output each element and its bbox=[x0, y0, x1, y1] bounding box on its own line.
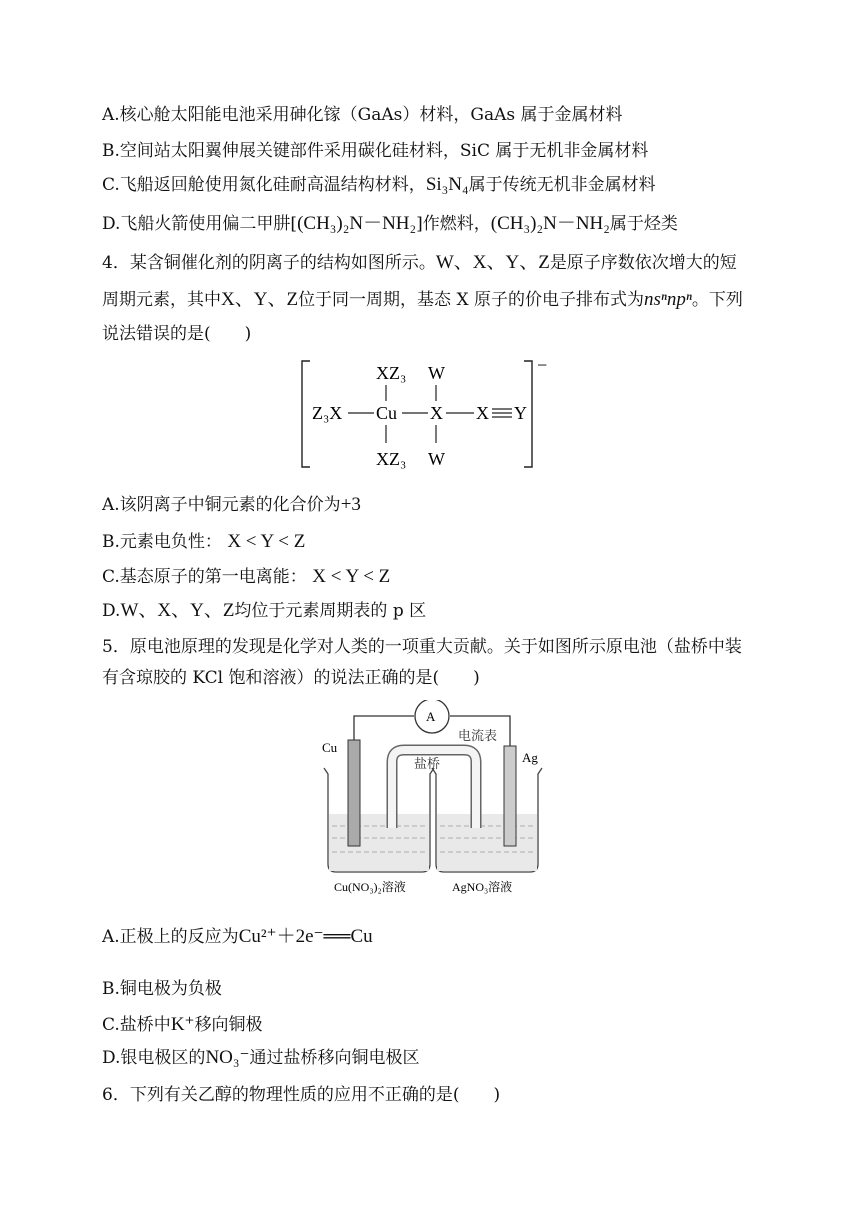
q5-option-d-ion: NO₃⁻ bbox=[205, 1047, 250, 1068]
q3-option-d-formula-1: (CH₃)₂N－NH₂ bbox=[297, 213, 417, 234]
q4-option-a bbox=[102, 494, 361, 516]
q4-option-a-value: +3 bbox=[340, 494, 361, 515]
q3-option-d bbox=[102, 213, 678, 235]
q4-stem-line-2 bbox=[102, 289, 743, 311]
q4-option-c-value: X < Y < Z bbox=[312, 566, 391, 587]
cu-atom-label: Cu bbox=[376, 403, 398, 423]
q3-option-d-formula-2: (CH₃)₂N－NH₂ bbox=[490, 213, 610, 234]
charge-sign: − bbox=[537, 355, 548, 375]
q4-stem-line-1 bbox=[102, 252, 737, 274]
bottom-xz3-label: XZ₃ bbox=[376, 449, 407, 469]
ammeter-symbol: A bbox=[426, 709, 436, 724]
ammeter-label: 电流表 bbox=[458, 728, 498, 743]
cu-electrode bbox=[348, 740, 360, 846]
q4-option-d-text: 均位于元素周期表的 p 区 bbox=[234, 601, 427, 621]
left-solution bbox=[329, 814, 429, 871]
q4-stem-text-end: 是原子序数依次增大的短 bbox=[549, 253, 737, 273]
y-atom-label: Y bbox=[514, 403, 527, 423]
q4-stem-text-2-mid: 位于同一周期，基态 X 原子的价电子排布式为 bbox=[298, 290, 644, 310]
ag-electrode-label: Ag bbox=[522, 750, 538, 765]
wire-left bbox=[354, 716, 414, 740]
q3-option-c bbox=[102, 174, 656, 196]
q5-option-c-text: C.盐桥中 bbox=[102, 1015, 171, 1035]
right-solution bbox=[437, 814, 537, 871]
bottom-w-label: W bbox=[428, 449, 445, 469]
left-solution-label: Cu(NO₃)₂溶液 bbox=[334, 880, 406, 894]
q3-option-d-text-end: 属于烃类 bbox=[609, 214, 678, 234]
q5-option-b: B.铜电极为负极 bbox=[102, 979, 222, 999]
q3-option-a: A.核心舱太阳能电池采用砷化镓（GaAs）材料，GaAs 属于金属材料 bbox=[102, 105, 623, 125]
q4-option-d bbox=[102, 600, 426, 622]
q5-stem-line-2: 有含琼胶的 KCl 饱和溶液）的说法正确的是( ) bbox=[102, 668, 480, 688]
q5-stem-line-1: 5．原电池原理的发现是化学对人类的一项重大贡献。关于如图所示原电池（盐桥中装 bbox=[102, 637, 742, 657]
left-bracket bbox=[302, 361, 310, 467]
q4-option-c bbox=[102, 566, 390, 588]
q3-option-c-formula: Si₃N₄ bbox=[425, 174, 469, 195]
salt-bridge-label: 盐桥 bbox=[414, 756, 441, 771]
q4-stem-elements: W、X、Y、Z bbox=[435, 252, 550, 273]
anion-structure-diagram bbox=[290, 355, 560, 473]
q5-option-a bbox=[102, 926, 373, 948]
q5-option-a-equation: Cu²⁺＋2e⁻══Cu bbox=[238, 926, 373, 947]
q5-option-d bbox=[102, 1047, 420, 1069]
q4-stem-line-3: 说法错误的是( ) bbox=[102, 324, 252, 344]
q3-option-d-text-mid: ]作燃料， bbox=[416, 214, 491, 234]
q4-stem-text-2: 周期元素，其中 bbox=[102, 290, 221, 310]
q6-stem: 6．下列有关乙醇的物理性质的应用不正确的是( ) bbox=[102, 1085, 501, 1105]
center-x-label: X bbox=[430, 403, 443, 423]
q4-option-b-text: B.元素电负性： bbox=[102, 532, 222, 552]
cu-electrode-label: Cu bbox=[322, 740, 338, 755]
q4-electron-config: nsⁿnpⁿ bbox=[643, 289, 692, 310]
q3-option-d-text: D.飞船火箭使用偏二甲肼[ bbox=[102, 214, 298, 234]
q5-option-c-ion: K⁺ bbox=[170, 1014, 195, 1035]
q4-option-d-elements: W、X、Y、Z bbox=[120, 600, 235, 621]
q3-option-b: B.空间站太阳翼伸展关键部件采用碳化硅材料，SiC 属于无机非金属材料 bbox=[102, 141, 649, 161]
q4-option-c-text: C.基态原子的第一电离能： bbox=[102, 567, 307, 587]
right-solution-label: AgNO₃溶液 bbox=[452, 880, 513, 894]
top-w-label: W bbox=[428, 363, 445, 383]
q3-option-c-text-end: 属于传统无机非金属材料 bbox=[468, 175, 656, 195]
q4-option-d-label: D. bbox=[102, 601, 121, 621]
right-x-label: X bbox=[476, 403, 489, 423]
q5-option-c bbox=[102, 1014, 263, 1036]
q5-option-a-text: A.正极上的反应为 bbox=[102, 927, 239, 947]
q3-option-c-text: C.飞船返回舱使用氮化硅耐高温结构材料， bbox=[102, 175, 426, 195]
q4-option-b bbox=[102, 531, 305, 553]
q4-option-b-value: X < Y < Z bbox=[227, 531, 306, 552]
q4-stem-text-2-end: 。下列 bbox=[691, 290, 743, 310]
q5-option-c-text-end: 移向铜极 bbox=[194, 1015, 263, 1035]
galvanic-cell-diagram bbox=[318, 700, 550, 900]
q5-option-d-text-end: 通过盐桥移向铜电极区 bbox=[249, 1048, 420, 1068]
q4-option-a-text: A.该阴离子中铜元素的化合价为 bbox=[102, 495, 341, 515]
q5-option-d-text: D.银电极区的 bbox=[102, 1048, 206, 1068]
q4-stem-text: 4．某含铜催化剂的阴离子的结构如图所示。 bbox=[102, 253, 436, 273]
left-z3x-label: Z₃X bbox=[312, 403, 343, 423]
q4-stem-elements-2: X、Y、Z bbox=[221, 289, 299, 310]
ag-electrode bbox=[504, 746, 516, 846]
top-xz3-label: XZ₃ bbox=[376, 363, 407, 383]
